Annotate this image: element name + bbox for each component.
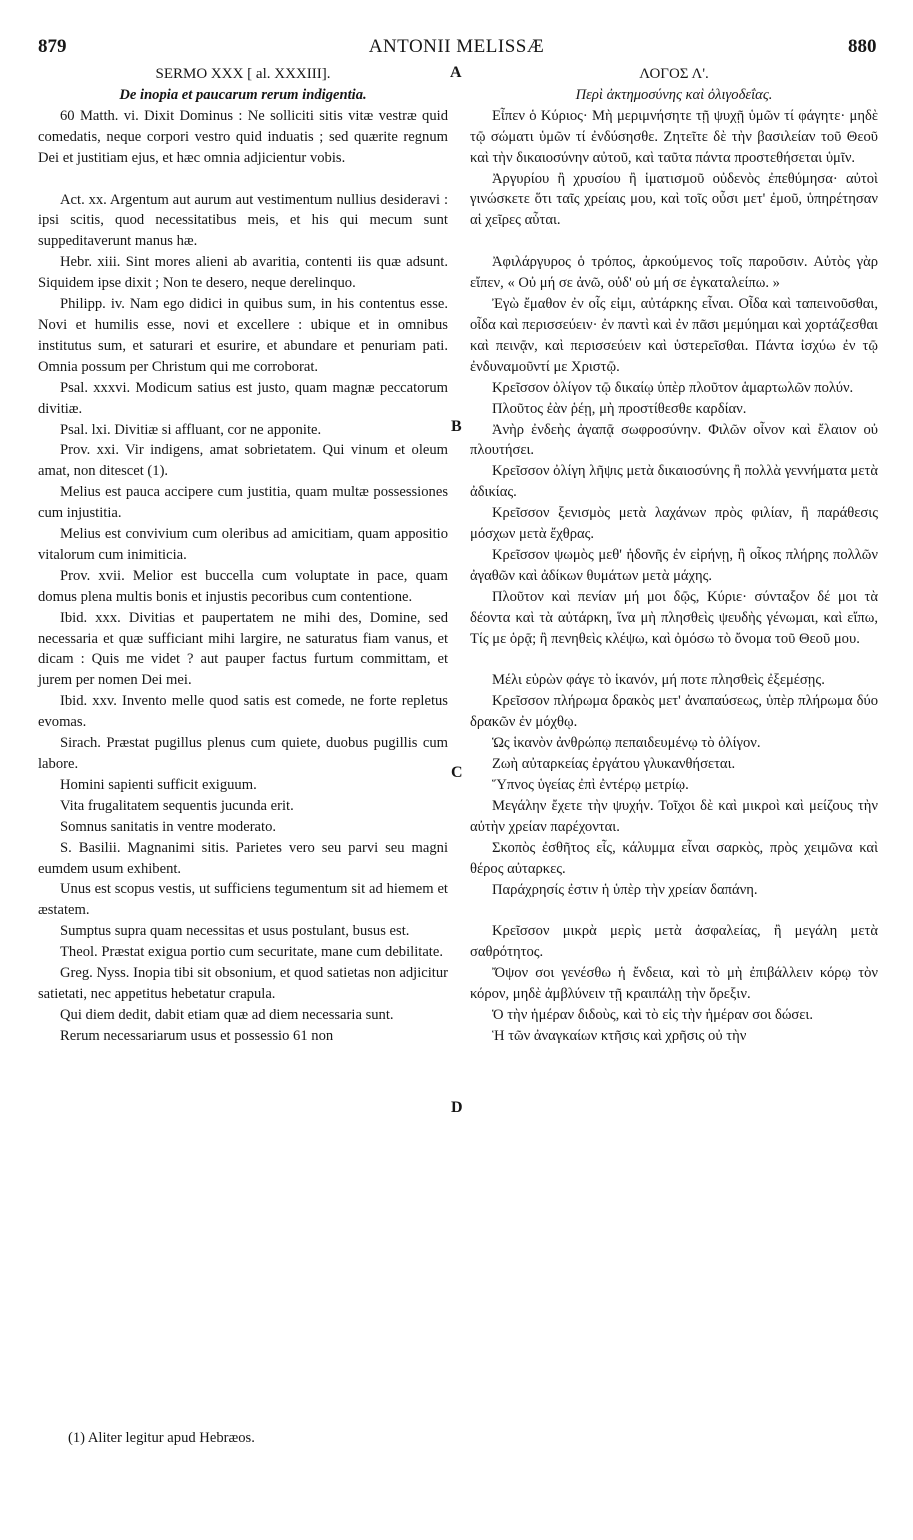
latin-passage: Theol. Præstat exigua portio cum securitate, mane cum debilitate. <box>60 944 443 961</box>
footnote: (1) Aliter legitur apud Hebræos. <box>68 1430 255 1446</box>
latin-passage: Homini sapienti sufficit exiguum. <box>60 776 257 793</box>
greek-passage: Κρεῖσσον πλήρωμα δρακὸς μετ' ἀναπαύσεως, ὑπὲρ πλήρωμα δύο δρακῶν ἐν μόχθῳ. <box>470 693 878 731</box>
latin-passage: Philipp. iv. Nam ego didici in quibus sum, in his contentus esse. Novi et humilis esse, novi et excellere : ubique et in omnibus institutus sum, et saturari et esurire, et abundare et penuriam pati. Omnia possum per Christum qui me corroborat. <box>38 296 448 375</box>
greek-passage: Εἶπεν ὁ Κύριος· Μὴ μεριμνήσητε τῇ ψυχῇ ὑμῶν τί φάγητε· μηδὲ τῷ σώματι ὑμῶν τί ἐνδύσησθε. Ζητεῖτε δὲ τὴν βασιλείαν τοῦ Θεοῦ καὶ τὴν δικαιοσύνην αὐτοῦ, καὶ ταῦτα πάντα προστεθήσεται ὑμῖν. <box>470 107 878 166</box>
latin-passage: Melius est pauca accipere cum justitia, quam multæ possessiones cum injustitia. <box>38 484 448 522</box>
latin-passage: Qui diem dedit, dabit etiam quæ ad diem necessaria sunt. <box>60 1006 394 1023</box>
latin-passage: Ibid. xxx. Divitias et paupertatem ne mihi des, Domine, sed necessaria et quæ sufficiant mihi largire, ne saturatus fiam vanus, et dicam : Quis me videt ? aut pauper factus furtum committam, et jurem per nomen Dei mei. <box>38 609 448 689</box>
greek-passage: Ὡς ἱκανὸν ἀνθρώπῳ πεπαιδευμένῳ τὸ ὀλίγον. <box>492 735 761 752</box>
latin-passage: Somnus sanitatis in ventre moderato. <box>60 818 277 835</box>
margin-marker-d: D <box>451 1099 463 1116</box>
page-number-left: 879 <box>38 36 67 57</box>
latin-passage: Melius est convivium cum oleribus ad amicitiam, quam appositio vitalorum cum inimiticia. <box>38 526 448 563</box>
greek-passage: Σκοπὸς ἐσθῆτος εἷς, κάλυμμα εἶναι σαρκὸς, πρὸς χειμῶνα καὶ θέρος αὐταρκες. <box>470 839 878 877</box>
greek-passage: Ὁ τὴν ἡμέραν διδοὺς, καὶ τὸ εἰς τὴν ἡμέραν σοι δώσει. <box>492 1007 814 1024</box>
running-title: ANTONII MELISSÆ <box>368 36 545 57</box>
greek-passage: Ὕπνος ὑγείας ἐπὶ ἐντέρῳ μετρίῳ. <box>492 777 689 793</box>
latin-passage: Sirach. Præstat pugillus plenus cum quiete, duobus pugillis cum labore. <box>38 735 448 772</box>
latin-passage: Ibid. xxv. Invento melle quod satis est comede, ne forte repletus evomas. <box>38 693 448 731</box>
latin-passage: Prov. xxi. Vir indigens, amat sobrietatem. Qui vinum et oleum amat, non ditescet (1). <box>38 442 448 480</box>
greek-passage: Ἀνὴρ ἐνδεὴς ἀγαπᾷ σωφροσύνην. Φιλῶν οἶνον καὶ ἔλαιον οὐ πλουτήσει. <box>470 421 878 459</box>
greek-column <box>470 64 878 1047</box>
greek-passage: Ἡ τῶν ἀναγκαίων κτῆσις καὶ χρῆσις οὐ τὴν <box>492 1027 747 1044</box>
greek-passage: Ζωὴ αὐταρκείας ἐργάτου γλυκανθήσεται. <box>492 756 736 773</box>
latin-passage: Vita frugalitatem sequentis jucunda erit. <box>60 797 294 814</box>
greek-passage: Κρεῖσσον ὀλίγη λῆψις μετὰ δικαιοσύνης ἢ πολλὰ γεννήματα μετὰ ἀδικίας. <box>470 463 878 501</box>
latin-passage: Act. xx. Argentum aut aurum aut vestimentum nullius desideravi : ipsi scitis, quod necessitatibus meis, et his qui mecum sunt suppeditaverunt manus hæ. <box>38 191 448 250</box>
greek-passage: Κρεῖσσον ξενισμὸς μετὰ λαχάνων πρὸς φιλίαν, ἢ παράθεσις μόσχων μετὰ ἔχθρας. <box>470 505 878 543</box>
latin-heading: SERMO XXX [ al. XXXIII]. <box>155 66 331 82</box>
latin-column <box>38 64 448 1047</box>
greek-passage: Κρεῖσσον ὀλίγον τῷ δικαίῳ ὑπὲρ πλοῦτον ἁμαρτωλῶν πολύν. <box>492 379 854 396</box>
margin-marker-b: B <box>451 418 462 435</box>
margin-marker-a: A <box>450 64 462 81</box>
latin-subheading: De inopia et paucarum rerum indigentia. <box>119 86 367 103</box>
latin-passage: Hebr. xiii. Sint mores alieni ab avaritia, contenti iis quæ adsunt. Siquidem ipse dixit ; Non te desero, neque derelinquo. <box>38 254 448 292</box>
greek-heading: ΛΟΓΟΣ Λ'. <box>639 66 709 82</box>
margin-marker-c: C <box>451 764 463 781</box>
greek-passage: Ἀφιλάργυρος ὁ τρόπος, ἀρκούμενος τοῖς παροῦσιν. Αὐτὸς γὰρ εἴπεν, « Οὐ μή σε ἀνῶ, οὐδ' οὐ μή σε ἐγκαταλείπω. » <box>470 254 878 292</box>
greek-passage: Κρεῖσσον ψωμὸς μεθ' ἡδονῆς ἐν εἰρήνῃ, ἢ οἶκος πλήρης πολλῶν ἀγαθῶν καὶ ἀδίκων θυμάτων μετὰ μάχης. <box>470 546 878 584</box>
greek-passage: Ἀργυρίου ἢ χρυσίου ἢ ἱματισμοῦ οὐδενὸς ἐπεθύμησα· αὐτοὶ γινώσκετε ὅτι ταῖς χρείαις μου, καὶ τοῖς οὖσι μετ' ἐμοῦ, ὑπηρέτησαν αἱ χεῖρες αὗται. <box>470 170 878 229</box>
latin-passage: S. Basilii. Magnanimi sitis. Parietes vero seu parvi seu magni eumdem usum exhibent. <box>38 839 448 877</box>
latin-passage: Rerum necessariarum usus et possessio 61 non <box>60 1027 334 1044</box>
latin-passage: Prov. xvii. Melior est buccella cum voluptate in pace, quam domus plena multis bonis et injustis pecoribus cum contentione. <box>38 567 448 605</box>
greek-passage: Πλοῦτον καὶ πενίαν μή μοι δῷς, Κύριε· σύνταξον δέ μοι τὰ δέοντα καὶ τὰ αὐτάρκη, ἵνα μὴ πλησθεὶς ψευδὴς γένωμαι, καὶ εἴπω, Τίς με ὁρᾷ; ἢ πενηθεὶς κλέψω, καὶ ὀμόσω τὸ ὄνομα τοῦ Θεοῦ μου. <box>470 588 878 647</box>
greek-passage: Μεγάλην ἔχετε τὴν ψυχήν. Τοῖχοι δὲ καὶ μικροὶ καὶ μείζους τὴν αὐτὴν χρείαν παρέχονται. <box>470 797 878 835</box>
latin-passage: 60 Matth. vi. Dixit Dominus : Ne solliciti sitis vitæ vestræ quid comedatis, neque corpori vestro quid induatis ; sed quærite regnum Dei et justitiam ejus, et hæc omnia adjicientur vobis. <box>38 107 448 166</box>
greek-subheading: Περὶ ἀκτημοσύνης καὶ ὀλιγοδεΐας. <box>575 86 773 103</box>
latin-passage: Psal. lxi. Divitiæ si affluant, cor ne apponite. <box>60 421 322 438</box>
latin-passage: Unus est scopus vestis, ut sufficiens tegumentum sit ad hiemem et æstatem. <box>38 881 448 919</box>
greek-passage: Μέλι εὑρὼν φάγε τὸ ἱκανόν, μή ποτε πλησθεὶς ἐξεμέσῃς. <box>492 672 825 689</box>
greek-passage: Πλοῦτος ἐὰν ῥέῃ, μὴ προστίθεσθε καρδίαν. <box>492 400 747 417</box>
greek-passage: Παράχρησίς ἐστιν ἡ ὑπὲρ τὴν χρείαν δαπάνη. <box>492 881 758 898</box>
latin-passage: Psal. xxxvi. Modicum satius est justo, quam magnæ peccatorum divitiæ. <box>38 379 448 417</box>
greek-passage: Ἐγὼ ἔμαθον ἐν οἷς εἰμι, αὐτάρκης εἶναι. Οἶδα καὶ ταπεινοῦσθαι, οἶδα καὶ περισσεύειν· ἐν παντὶ καὶ ἐν πᾶσι μεμύημαι καὶ χορτάζεσθαι καὶ πεινᾷν, καὶ περισσεύειν καὶ ὑστερεῖσθαι. Πάντα ἰσχύω ἐν τῷ ἐνδυναμοῦντί με Χριστῷ. <box>470 296 878 375</box>
greek-passage: Κρεῖσσον μικρὰ μερὶς μετὰ ἀσφαλείας, ἢ μεγάλη μετὰ σαθρότητος. <box>470 923 878 961</box>
greek-passage: Ὄψον σοι γενέσθω ἡ ἔνδεια, καὶ τὸ μὴ ἐπιβάλλειν κόρῳ τὸν κόρον, μηδὲ ἀμβλύνειν τῇ κραιπάλῃ τὴν ὄρεξιν. <box>470 965 878 1003</box>
page-number-right: 880 <box>848 36 877 57</box>
latin-passage: Sumptus supra quam necessitas et usus postulant, busus est. <box>60 923 410 940</box>
latin-passage: Greg. Nyss. Inopia tibi sit obsonium, et quod satietas non adjicitur satietati, nec appetitus hebetatur crapula. <box>38 965 448 1002</box>
